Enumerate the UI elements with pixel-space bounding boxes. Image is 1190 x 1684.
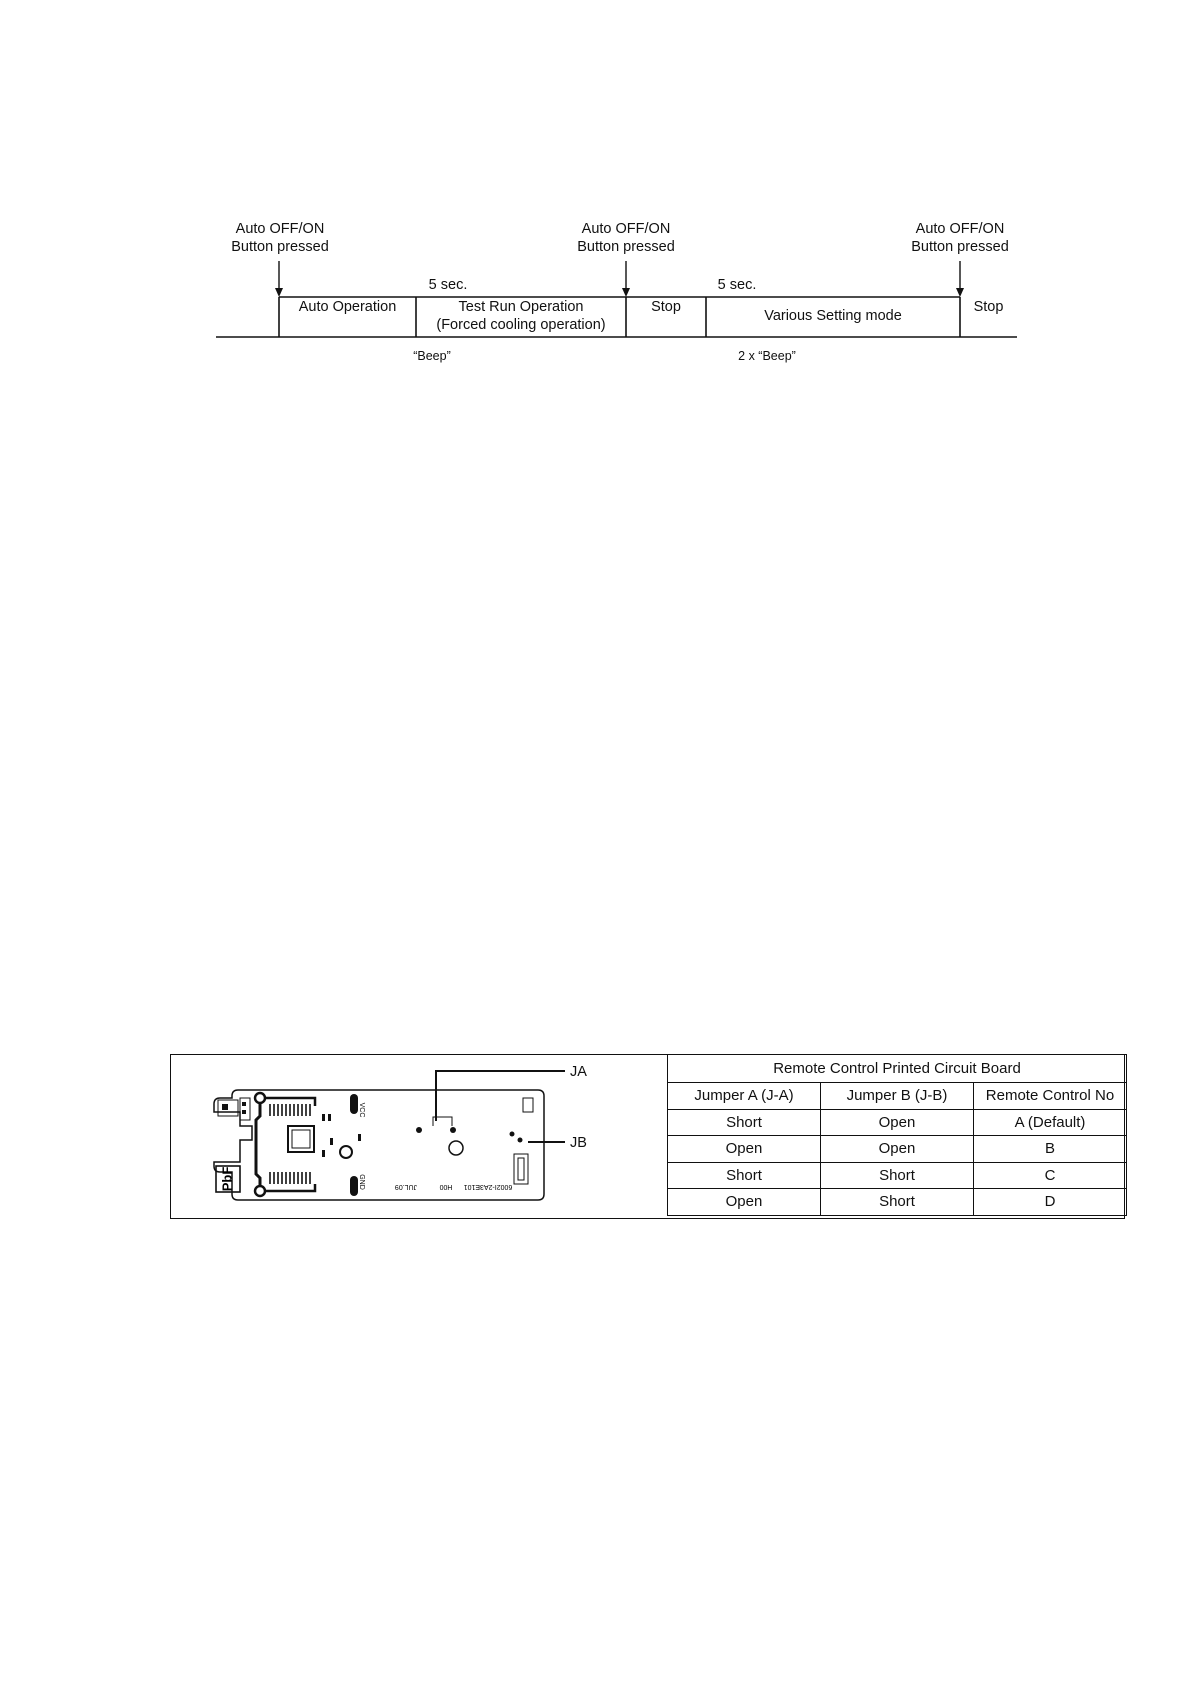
segment-test-run — [416, 298, 626, 334]
segment-stop-2: Stop — [973, 299, 1004, 315]
table-header-jumper-b: Jumper B (J-B) — [821, 1083, 974, 1110]
table-cell: Open — [821, 1109, 974, 1136]
table-cell: Open — [821, 1136, 974, 1163]
table-cell: C — [974, 1162, 1127, 1189]
duration-label-2: 5 sec. — [717, 277, 757, 293]
table-header-remote-no: Remote Control No — [974, 1083, 1127, 1110]
table-cell: Short — [668, 1162, 821, 1189]
press-label-1-line2: Button pressed — [231, 239, 329, 255]
pcb-gnd-label: GND — [358, 1174, 365, 1190]
table-title-row — [668, 1055, 1127, 1083]
press-label-1-line1: Auto OFF/ON — [235, 221, 325, 237]
duration-label-1: 5 sec. — [428, 277, 468, 293]
table-header-row — [668, 1083, 1127, 1110]
pcb-callout-ja: JA — [570, 1064, 587, 1080]
table-cell: B — [974, 1136, 1127, 1163]
pcb-part-no-label: 6002I-2A3E101 — [463, 1183, 513, 1190]
arrow-down-icon — [622, 261, 630, 297]
table-row — [668, 1162, 1127, 1189]
pcb-callout-jb: JB — [570, 1135, 587, 1151]
beep-label-2: 2 x “Beep” — [738, 349, 796, 363]
beep-label-1: “Beep” — [413, 349, 451, 363]
segment-test-run-line2: (Forced cooling operation) — [436, 317, 606, 333]
table-row — [668, 1136, 1127, 1163]
table-title: Remote Control Printed Circuit Board — [668, 1055, 1127, 1083]
press-label-3-line2: Button pressed — [911, 239, 1009, 255]
table-cell: Short — [821, 1162, 974, 1189]
table-row — [668, 1109, 1127, 1136]
table-row — [668, 1189, 1127, 1216]
segment-various-setting: Various Setting mode — [764, 308, 902, 324]
table-header-jumper-a: Jumper A (J-A) — [668, 1083, 821, 1110]
table-cell: Short — [821, 1189, 974, 1216]
timing-lines — [0, 0, 1190, 400]
segment-auto-operation: Auto Operation — [298, 299, 397, 315]
pcb-rev-label: H00 — [439, 1183, 453, 1190]
arrow-down-icon — [956, 261, 964, 297]
segment-stop-1: Stop — [651, 299, 681, 315]
press-label-2-line1: Auto OFF/ON — [581, 221, 671, 237]
arrow-down-icon — [275, 261, 283, 297]
table-cell: Short — [668, 1109, 821, 1136]
table-cell: D — [974, 1189, 1127, 1216]
press-label-2-line2: Button pressed — [577, 239, 675, 255]
segment-test-run-line1: Test Run Operation — [458, 299, 584, 315]
pcb-date-label: JUL.09 — [394, 1183, 418, 1190]
table-cell: Open — [668, 1189, 821, 1216]
pcb-vcc-label: VCC — [358, 1102, 365, 1118]
remote-control-table — [667, 1054, 1127, 1216]
press-label-3-line1: Auto OFF/ON — [915, 221, 1005, 237]
pcb-pbf-mark: PbF — [219, 1166, 235, 1192]
table-cell: Open — [668, 1136, 821, 1163]
table-cell: A (Default) — [974, 1109, 1127, 1136]
